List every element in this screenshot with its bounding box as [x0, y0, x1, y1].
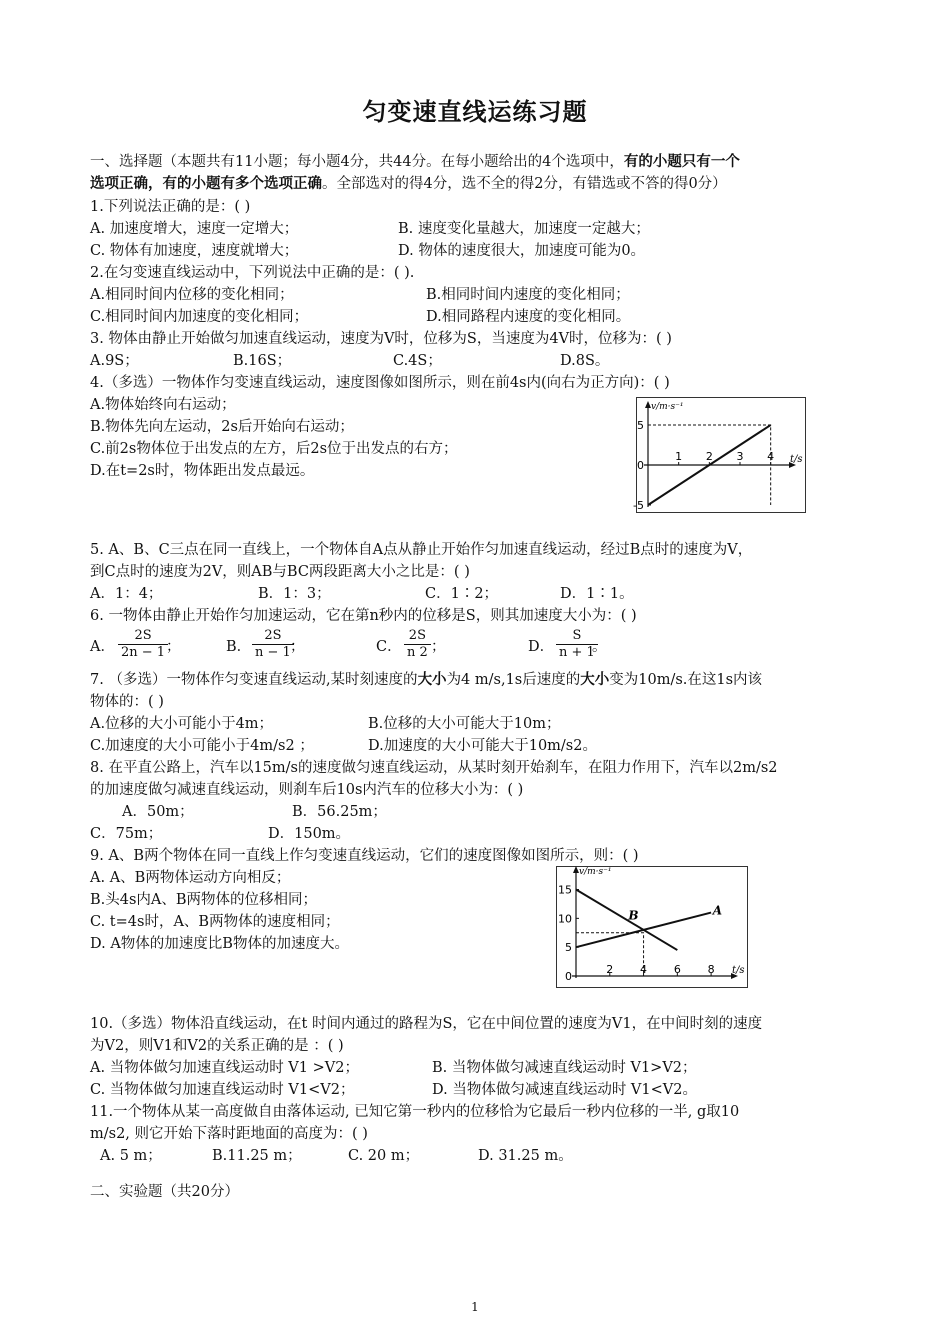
q2-stem: 2.在匀变速直线运动中，下列说法中正确的是：( ). [90, 265, 415, 281]
q11-option-a: A. 5 m； [100, 1148, 162, 1164]
q10-option-c: C. 当物体做匀加速直线运动时 V1<V2； [90, 1082, 355, 1098]
x-tick-label: 2 [705, 450, 713, 463]
q3-option-d: D.8S。 [560, 353, 610, 369]
q5-stem-line2: 到C点时的速度为2V，则AB与BC两段距离大小之比是：( ) [90, 564, 470, 580]
q5-option-d: D．1∶1。 [560, 586, 634, 602]
q10-option-d: D. 当物体做匀减速直线运动时 V1<V2。 [432, 1082, 697, 1098]
q11-stem-line2: m/s2, 则它开始下落时距地面的高度为：( ) [90, 1126, 368, 1142]
q10-option-b: B. 当物体做匀减速直线运动时 V1>V2； [432, 1060, 697, 1076]
q6-stem: 6. 一物体由静止开始作匀加速运动，它在第n秒内的位移是S，则其加速度大小为：( ) [90, 608, 637, 624]
q7-stem-line1: 7. （多选）一物体作匀变速直线运动,某时刻速度的大小为4 m/s,1s后速度的大小变为10m/s.在这1s内该 [90, 671, 763, 688]
q6-option-a-label: A． [90, 639, 115, 655]
q2-option-a: A.相同时间内位移的变化相同； [90, 287, 294, 303]
q8-option-a: A．50m； [122, 804, 194, 820]
q6-separator-2: ； [290, 639, 305, 655]
q9-velocity-chart [556, 866, 748, 988]
q11-option-c: C. 20 m； [348, 1148, 420, 1164]
series-line-B [576, 890, 677, 951]
q6-option-c-label: C． [376, 639, 402, 655]
q9-option-c: C. t=4s时，A、B两物体的速度相同； [90, 914, 340, 930]
q8-option-b: B．56.25m； [292, 804, 387, 820]
section1-intro-line1: 一、选择题（本题共有11小题；每小题4分，共44分。在每小题给出的4个选项中，有的小题只有一个 [90, 153, 740, 170]
q10-stem-line1: 10.（多选）物体沿直线运动，在t 时间内通过的路程为S，它在中间位置的速度为V1，在中间时刻的速度 [90, 1016, 763, 1032]
x-tick-label: 6 [673, 963, 681, 976]
q9-option-b: B.头4s内A、B两物体的位移相同； [90, 892, 318, 908]
q2-option-b: B.相同时间内速度的变化相同； [426, 287, 630, 303]
q6-option-b-label: B． [226, 639, 252, 655]
series-label-A: A [712, 903, 723, 918]
y-tick-label: 0 [565, 970, 572, 983]
y-axis-label: v/m·s⁻¹ [651, 402, 684, 412]
q8-stem-line2: 的加速度做匀减速直线运动，则刹车后10s内汽车的位移大小为：( ) [90, 782, 524, 798]
x-tick-label: 3 [736, 450, 744, 463]
q7-option-d: D.加速度的大小可能大于10m/s2。 [368, 738, 597, 754]
q8-option-c: C．75m； [90, 826, 163, 842]
q11-option-b: B.11.25 m； [212, 1148, 302, 1164]
q6-option-b-fraction: $\frac{2S}{n - 1}$ [252, 628, 294, 661]
q5-stem-line1: 5. A、B、C三点在同一直线上，一个物体自A点从静止开始作匀加速直线运动，经过B点时的速度为V， [90, 542, 753, 558]
q6-separator-1: ； [166, 639, 181, 655]
q6-separator-3: ； [431, 639, 446, 655]
q11-stem-line1: 11.一个物体从某一高度做自由落体运动, 已知它第一秒内的位移恰为它最后一秒内位移的一半, g取10 [90, 1104, 740, 1120]
x-tick-label: 4 [767, 450, 775, 463]
q3-stem: 3. 物体由静止开始做匀加速直线运动，速度为V时，位移为S，当速度为4V时，位移为：( ) [90, 331, 672, 347]
q9-option-a: A. A、B两物体运动方向相反； [90, 870, 291, 886]
q1-stem: 1.下列说法正确的是：( ) [90, 199, 251, 215]
x-axis-label: t/s [790, 454, 803, 465]
q5-option-a: A．1：4； [90, 586, 163, 602]
q6-option-d-label: D． [528, 639, 555, 655]
y-axis-label: v/m·s⁻¹ [579, 867, 612, 877]
section1-intro-line2: 选项正确，有的小题有多个选项正确。全部选对的得4分，选不全的得2分，有错选或不答的得0分） [90, 175, 727, 192]
q4-stem: 4.（多选）一物体作匀变速直线运动，速度图像如图所示，则在前4s内(向右为正方向)：( ) [90, 375, 670, 391]
q7-option-c: C.加速度的大小可能小于4m/s2 ； [90, 738, 314, 754]
q7-option-a: A.位移的大小可能小于4m； [90, 716, 274, 732]
q5-option-b: B．1：3； [258, 586, 331, 602]
series-label-B: B [628, 908, 639, 923]
y-tick-label: -5 [633, 499, 644, 512]
q8-stem-line1: 8. 在平直公路上，汽车以15m/s的速度做匀速直线运动，从某时刻开始刹车，在阻力作用下，汽车以2m/s2 [90, 760, 778, 776]
q1-option-b: B. 速度变化量越大，加速度一定越大； [398, 221, 650, 237]
q3-option-c: C.4S； [393, 353, 442, 369]
q3-option-a: A.9S； [90, 353, 139, 369]
q6-option-a-fraction: $\frac{2S}{2n - 1}$ [118, 628, 168, 661]
q6-end: 。 [592, 639, 607, 655]
q5-option-c: C．1∶2； [425, 586, 499, 602]
x-axis-label: t/s [732, 965, 745, 976]
q4-option-d: D.在t=2s时，物体距出发点最远。 [90, 463, 315, 479]
q10-stem-line2: 为V2，则V1和V2的关系正确的是 ：( ) [90, 1038, 344, 1054]
q2-option-d: D.相同路程内速度的变化相同。 [426, 309, 631, 325]
q10-option-a: A. 当物体做匀加速直线运动时 V1 >V2； [90, 1060, 359, 1076]
q6-option-c-fraction: $\frac{2S}{n 2}$ [404, 628, 431, 661]
y-tick-label: 0 [637, 459, 644, 472]
x-tick-label: 1 [675, 450, 683, 463]
section2-heading: 二、实验题（共20分） [90, 1184, 239, 1200]
x-tick-label: 2 [606, 963, 614, 976]
q1-option-c: C. 物体有加速度，速度就增大； [90, 243, 299, 259]
q4-velocity-chart [633, 397, 806, 513]
x-tick-label: 8 [707, 963, 715, 976]
x-tick-label: 4 [640, 963, 648, 976]
y-tick-label: 5 [565, 941, 572, 955]
q6-option-d-fraction: $\frac{S}{n + 1}$ [556, 628, 598, 661]
q8-option-d: D．150m。 [268, 826, 351, 842]
q1-option-d: D. 物体的速度很大，加速度可能为0。 [398, 243, 646, 259]
page-number: 1 [471, 1300, 479, 1314]
page-title: 匀变速直线运练习题 [362, 97, 588, 126]
q11-option-d: D. 31.25 m。 [478, 1148, 573, 1164]
y-tick-label: 15 [558, 883, 572, 897]
y-tick-label: 10 [558, 912, 572, 926]
q2-option-c: C.相同时间内加速度的变化相同； [90, 309, 309, 325]
q4-option-b: B.物体先向左运动，2s后开始向右运动； [90, 419, 354, 435]
q4-option-c: C.前2s物体位于出发点的左方，后2s位于出发点的右方； [90, 441, 458, 457]
y-tick-label: 5 [637, 419, 644, 432]
q7-option-b: B.位移的大小可能大于10m； [368, 716, 561, 732]
q9-option-d: D. A物体的加速度比B物体的加速度大。 [90, 936, 349, 952]
q7-stem-line2: 物体的：( ) [90, 694, 164, 710]
q1-option-a: A. 加速度增大，速度一定增大； [90, 221, 299, 237]
q4-option-a: A.物体始终向右运动； [90, 397, 236, 413]
q9-stem: 9. A、B两个物体在同一直线上作匀变速直线运动，它们的速度图像如图所示，则：( ) [90, 848, 639, 864]
q3-option-b: B.16S； [233, 353, 292, 369]
